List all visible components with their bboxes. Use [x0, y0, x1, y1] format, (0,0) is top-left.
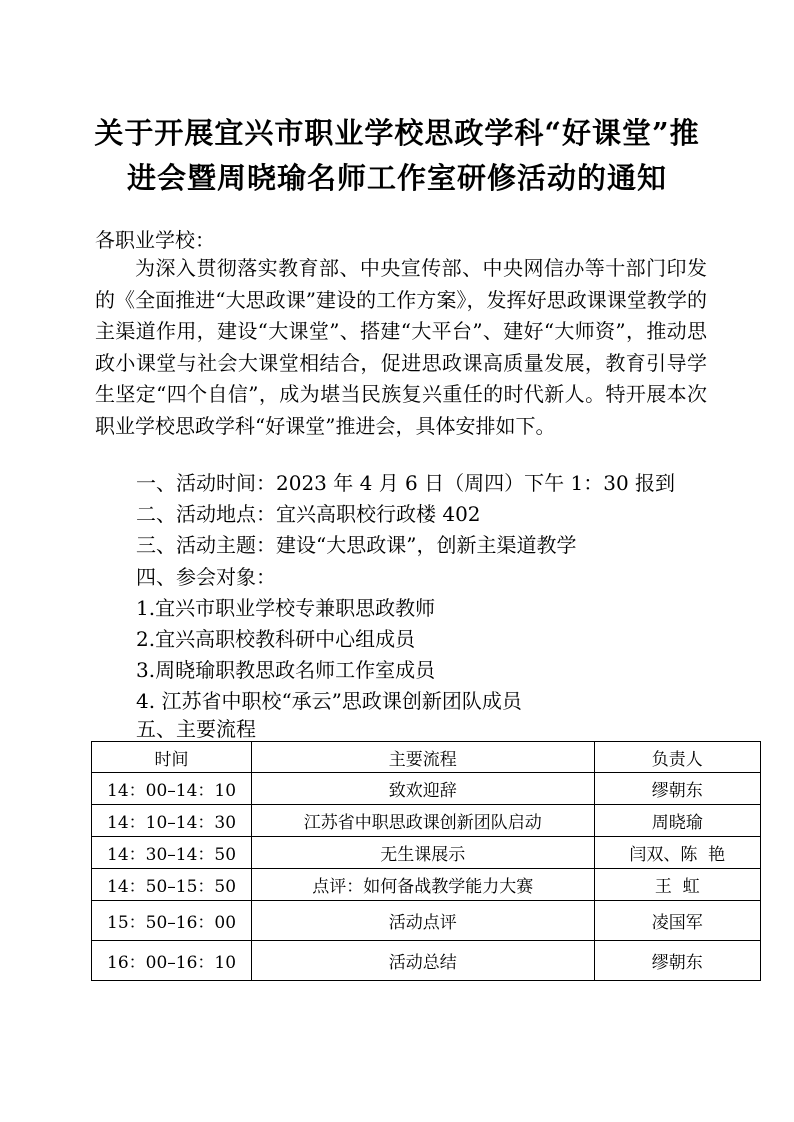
cell-process: 活动总结 — [252, 941, 595, 981]
item-schedule-heading: 五、主要流程 — [136, 717, 256, 741]
cell-time: 15：50–16：00 — [92, 901, 252, 941]
item-activity-theme: 三、活动主题：建设“大思政课”，创新主渠道教学 — [136, 533, 577, 557]
cell-time: 14：10–14：30 — [92, 805, 252, 837]
cell-process: 点评：如何备战教学能力大赛 — [252, 869, 595, 901]
header-time: 时间 — [92, 742, 252, 773]
item-participants-heading: 四、参会对象： — [136, 565, 276, 589]
cell-time: 14：00–14：10 — [92, 773, 252, 805]
cell-process: 江苏省中职思政课创新团队启动 — [252, 805, 595, 837]
table-row — [92, 773, 761, 805]
salutation: 各职业学校： — [95, 228, 215, 252]
cell-responsible: 缪朝东 — [594, 773, 760, 805]
table-row — [92, 869, 761, 901]
cell-responsible: 缪朝东 — [594, 941, 760, 981]
cell-responsible: 王 虹 — [594, 869, 760, 901]
participant-item-3: 3.周晓瑜职教思政名师工作室成员 — [136, 658, 436, 682]
cell-time: 16：00–16：10 — [92, 941, 252, 981]
cell-time: 14：50–15：50 — [92, 869, 252, 901]
cell-process: 致欢迎辞 — [252, 773, 595, 805]
header-responsible: 负责人 — [594, 742, 760, 773]
cell-process: 无生课展示 — [252, 837, 595, 869]
table-row — [92, 805, 761, 837]
participant-item-4: 4. 江苏省中职校“承云”思政课创新团队成员 — [136, 689, 522, 713]
cell-time: 14：30–14：50 — [92, 837, 252, 869]
document-title-line-2: 进会暨周晓瑜名师工作室研修活动的通知 — [126, 161, 667, 195]
cell-responsible: 周晓瑜 — [594, 805, 760, 837]
schedule-table — [91, 741, 761, 981]
header-process: 主要流程 — [252, 742, 595, 773]
table-header-row — [92, 742, 761, 773]
item-activity-time: 一、活动时间：2023 年 4 月 6 日（周四）下午 1：30 报到 — [136, 471, 676, 495]
intro-paragraph: 为深入贯彻落实教育部、中央宣传部、中央网信办等十部门印发的《全面推进“大思政课”建设的工作方案》，发挥好思政课课堂教学的主渠道作用，建设“大课堂”、搭建“大平台”、建好“大师资”，推动思政小课堂与社会大课堂相结合，促进思政课高质量发展，教育引导学生坚定“四个自信”，成为堪当民族复兴重任的时代新人。特开展本次职业学校思政学科“好课堂”推进会，具体安排如下。 — [95, 256, 707, 438]
item-activity-location: 二、活动地点：宜兴高职校行政楼 402 — [136, 502, 481, 526]
cell-process: 活动点评 — [252, 901, 595, 941]
table-row — [92, 901, 761, 941]
cell-responsible: 凌国军 — [594, 901, 760, 941]
document-title-line-1: 关于开展宜兴市职业学校思政学科“好课堂”推 — [94, 116, 700, 150]
cell-responsible: 闫双、陈 艳 — [594, 837, 760, 869]
participant-item-2: 2.宜兴高职校教科研中心组成员 — [136, 627, 416, 651]
table-row — [92, 837, 761, 869]
participant-item-1: 1.宜兴市职业学校专兼职思政教师 — [136, 596, 436, 620]
table-row — [92, 941, 761, 981]
